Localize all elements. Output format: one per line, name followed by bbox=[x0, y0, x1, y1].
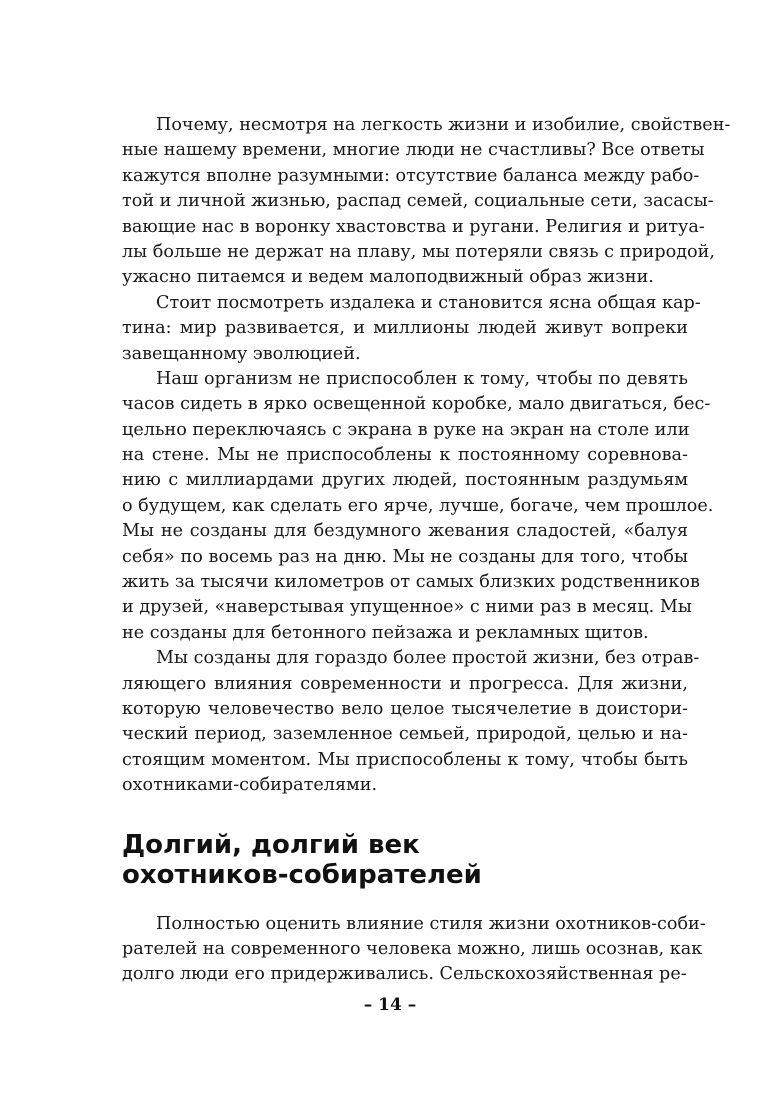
text-line: нию с миллиардами других людей, постоянным раздумьям bbox=[122, 470, 688, 491]
text-line: жить за тысячи километров от самых близких родственников bbox=[122, 572, 700, 593]
section-heading bbox=[122, 830, 688, 890]
text-line: лы больше не держат на плаву, мы потеряли связь с природой, bbox=[122, 241, 715, 262]
text-line: цельно переключаясь с экрана в руке на экран на столе или bbox=[122, 419, 690, 440]
page-number: – 14 – bbox=[363, 995, 417, 1015]
heading-line-1: Долгий, долгий век bbox=[122, 829, 420, 860]
text-line: Мы созданы для гораздо более простой жизни, без отрав- bbox=[156, 648, 700, 669]
text-line: Полностью оценить влияние стиля жизни охотников-соби- bbox=[156, 913, 706, 934]
paragraph bbox=[122, 291, 701, 367]
text-line: Почему, несмотря на легкость жизни и изобилие, свойствен- bbox=[156, 115, 731, 135]
text-line: часов сидеть в ярко освещенной коробке, мало двигаться, бес- bbox=[122, 394, 711, 415]
text-line: стоящим моментом. Мы приспособлены к тому, чтобы быть bbox=[122, 749, 688, 770]
text-line: Стоит посмотреть издалека и становится ясна общая кар- bbox=[156, 292, 701, 313]
paragraph bbox=[122, 113, 731, 291]
text-before-heading bbox=[122, 113, 731, 799]
text-line: на стене. Мы не приспособлены к постоянному соревновa- bbox=[122, 445, 688, 466]
text-line: той и личной жизнью, распад семей, социальные сети, засасы- bbox=[122, 191, 714, 212]
text-line: не созданы для бетонного пейзажа и рекламных щитов. bbox=[122, 622, 649, 643]
text-line: и друзей, «наверстывая упущенное» с ними раз в месяц. Мы bbox=[122, 597, 692, 618]
text-line: тина: мир развивается, и миллионы людей живут вопреки bbox=[122, 318, 688, 339]
text-line: о будущем, как сделать его ярче, лучше, богаче, чем прошлое. bbox=[122, 495, 714, 516]
paragraph bbox=[122, 646, 700, 798]
text-line: которую человечество вело целое тысячелетие в доистори- bbox=[122, 698, 688, 719]
text-line: Наш организм не приспособлен к тому, чтобы по девять bbox=[156, 368, 688, 389]
text-after-heading bbox=[122, 912, 706, 988]
text-line: рателей на современного человека можно, лишь осознав, как bbox=[122, 938, 703, 959]
text-line: вающие нас в воронку хвастовства и ругани. Религия и ритуа- bbox=[122, 216, 705, 237]
paragraph bbox=[122, 912, 706, 988]
text-line: ные нашему времени, многие люди не счастливы? Все ответы bbox=[122, 140, 705, 161]
text-line: ужасно питаемся и ведем малоподвижный образ жизни. bbox=[122, 267, 654, 288]
paragraph bbox=[122, 367, 714, 646]
text-line: долго люди его придерживались. Сельскохозяйственная ре- bbox=[122, 964, 687, 985]
text-line: Мы не созданы для бездумного жевания сладостей, «балуя bbox=[122, 521, 688, 542]
text-line: ческий период, заземленное семьей, природой, целью и на- bbox=[122, 724, 688, 745]
text-line: себя» по восемь раз на дню. Мы не созданы для того, чтобы bbox=[122, 546, 688, 567]
text-line: завещанному эволюцией. bbox=[122, 343, 361, 364]
text-line: кажутся вполне разумными: отсутствие баланса между рабо- bbox=[122, 165, 700, 186]
text-line: охотниками-собирателями. bbox=[122, 775, 378, 796]
text-line: ляющего влияния современности и прогресса. Для жизни, bbox=[122, 673, 688, 694]
page-body bbox=[122, 113, 731, 988]
heading-line-2: охотников-собирателей bbox=[122, 859, 482, 890]
